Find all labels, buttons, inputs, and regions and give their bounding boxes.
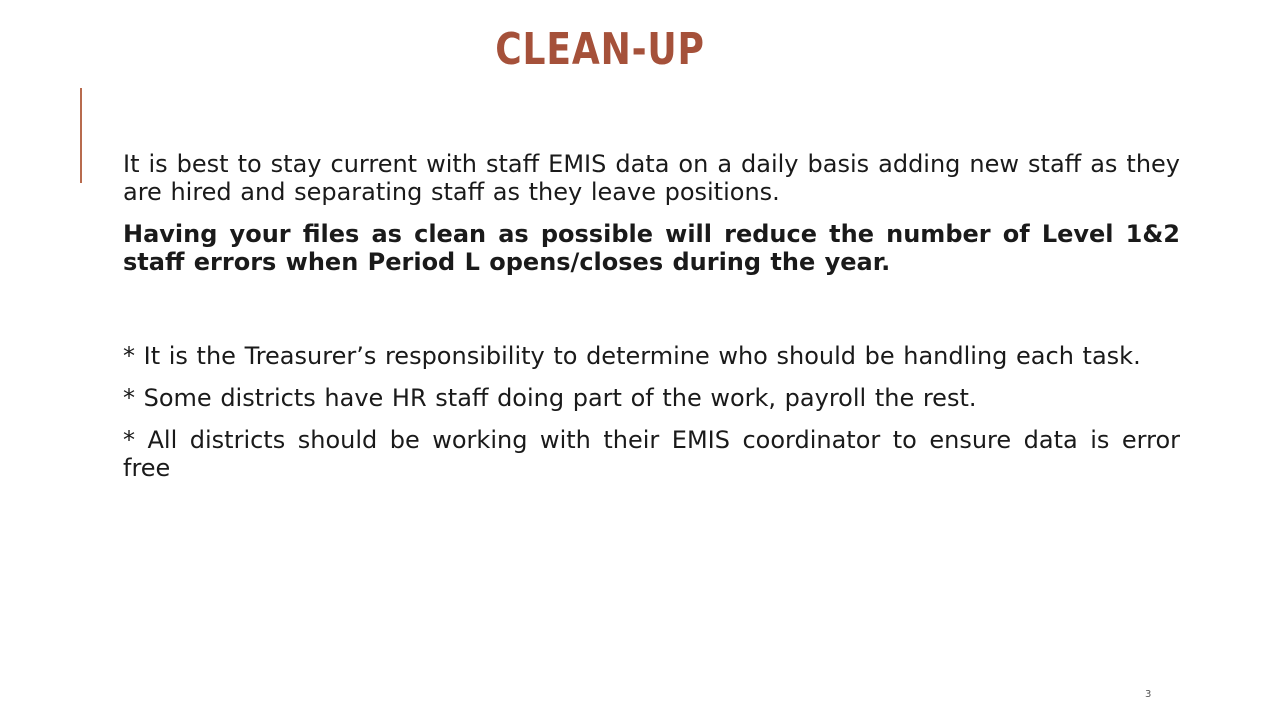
slide-body — [123, 150, 1180, 496]
paragraph-stay-current: It is best to stay current with staff EMIS data on a daily basis adding new staff as they are hired and separating staff as they leave positions. — [123, 150, 1180, 206]
spacer — [123, 290, 1180, 342]
slide-title: CLEAN-UP — [495, 24, 705, 75]
accent-line — [80, 88, 82, 183]
note-treasurer-responsibility: * It is the Treasurer’s responsibility to determine who should be handling each task. — [123, 342, 1141, 370]
note-hr-staff: * Some districts have HR staff doing part of the work, payroll the rest. — [123, 384, 977, 412]
note-emis-coordinator: * All districts should be working with their EMIS coordinator to ensure data is error free — [123, 426, 1180, 482]
page-number: 3 — [1145, 689, 1152, 700]
paragraph-clean-files: Having your files as clean as possible will reduce the number of Level 1&2 staff errors when Period L opens/closes during the year. — [123, 220, 1180, 276]
